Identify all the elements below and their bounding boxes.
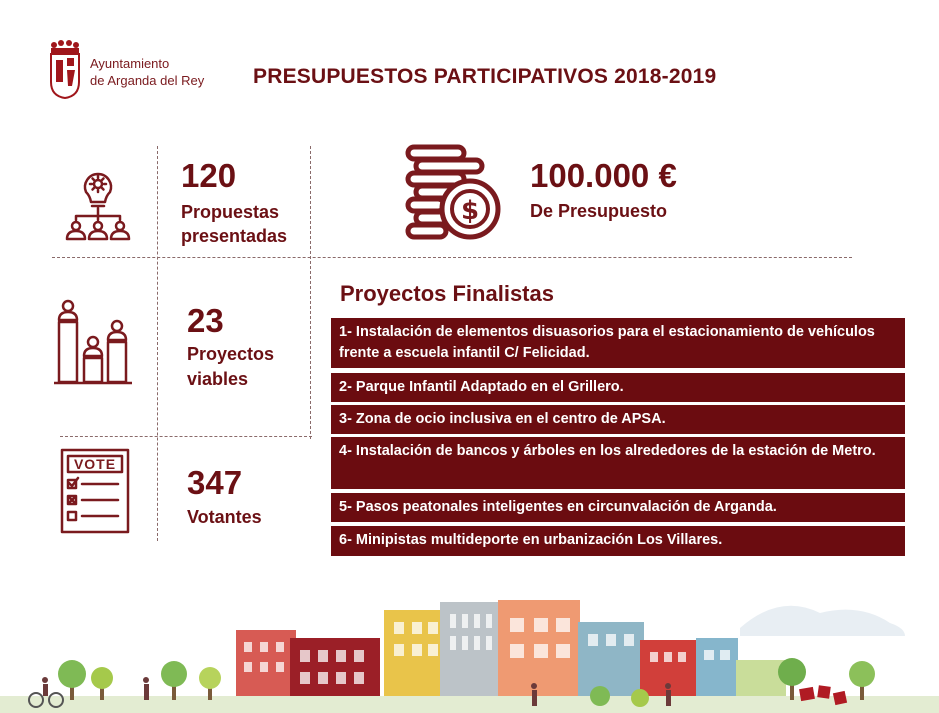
proposals-count: 120 — [181, 157, 237, 194]
viable-label-1: Proyectos — [187, 344, 275, 364]
cityscape-illustration — [0, 578, 939, 713]
viable-label-2: viables — [187, 369, 249, 389]
logo-line-2: de Arganda del Rey — [90, 73, 205, 88]
finalist-item-2: 2- Parque Infantil Adaptado en el Grillero. — [331, 373, 905, 402]
viable-count: 23 — [187, 302, 224, 339]
page-title: PRESUPUESTOS PARTICIPATIVOS 2018-2019 — [253, 65, 717, 88]
finalist-item-5: 5- Pasos peatonales inteligentes en circunvalación de Arganda. — [331, 493, 905, 522]
podium-people-icon — [54, 298, 134, 388]
finalist-item-6: 6- Minipistas multideporte en urbanización Los Villares. — [331, 526, 905, 556]
coat-of-arms-icon — [48, 40, 82, 100]
coins-icon — [402, 142, 502, 242]
proposals-label-2: presentadas — [181, 226, 288, 246]
finalists-title: Proyectos Finalistas — [340, 281, 554, 306]
voters-count: 347 — [187, 464, 243, 501]
divider-vertical-right — [310, 146, 311, 439]
proposals-label-1: Propuestas — [181, 202, 280, 222]
divider-vertical-left — [157, 146, 158, 541]
svg-text:$: $ — [460, 196, 480, 226]
logo-line-1: Ayuntamiento — [90, 56, 170, 71]
finalist-item-3: 3- Zona de ocio inclusiva en el centro de APSA. — [331, 405, 905, 434]
divider-horizontal-top — [52, 257, 852, 258]
divider-horizontal-bottom — [60, 436, 312, 437]
budget-amount: 100.000 € — [530, 157, 677, 194]
vote-ballot-icon — [60, 448, 130, 534]
vote-label: VOTE — [73, 456, 117, 472]
finalist-item-1: 1- Instalación de elementos disuasorios para el estacionamiento de vehículos frente a escuela infantil C/ Felicidad. — [331, 318, 905, 368]
voters-label: Votantes — [187, 507, 262, 527]
budget-label: De Presupuesto — [530, 201, 668, 221]
finalist-item-4: 4- Instalación de bancos y árboles en los alrededores de la estación de Metro. — [331, 437, 905, 489]
logo — [48, 40, 208, 100]
lightbulb-people-icon — [56, 162, 140, 242]
